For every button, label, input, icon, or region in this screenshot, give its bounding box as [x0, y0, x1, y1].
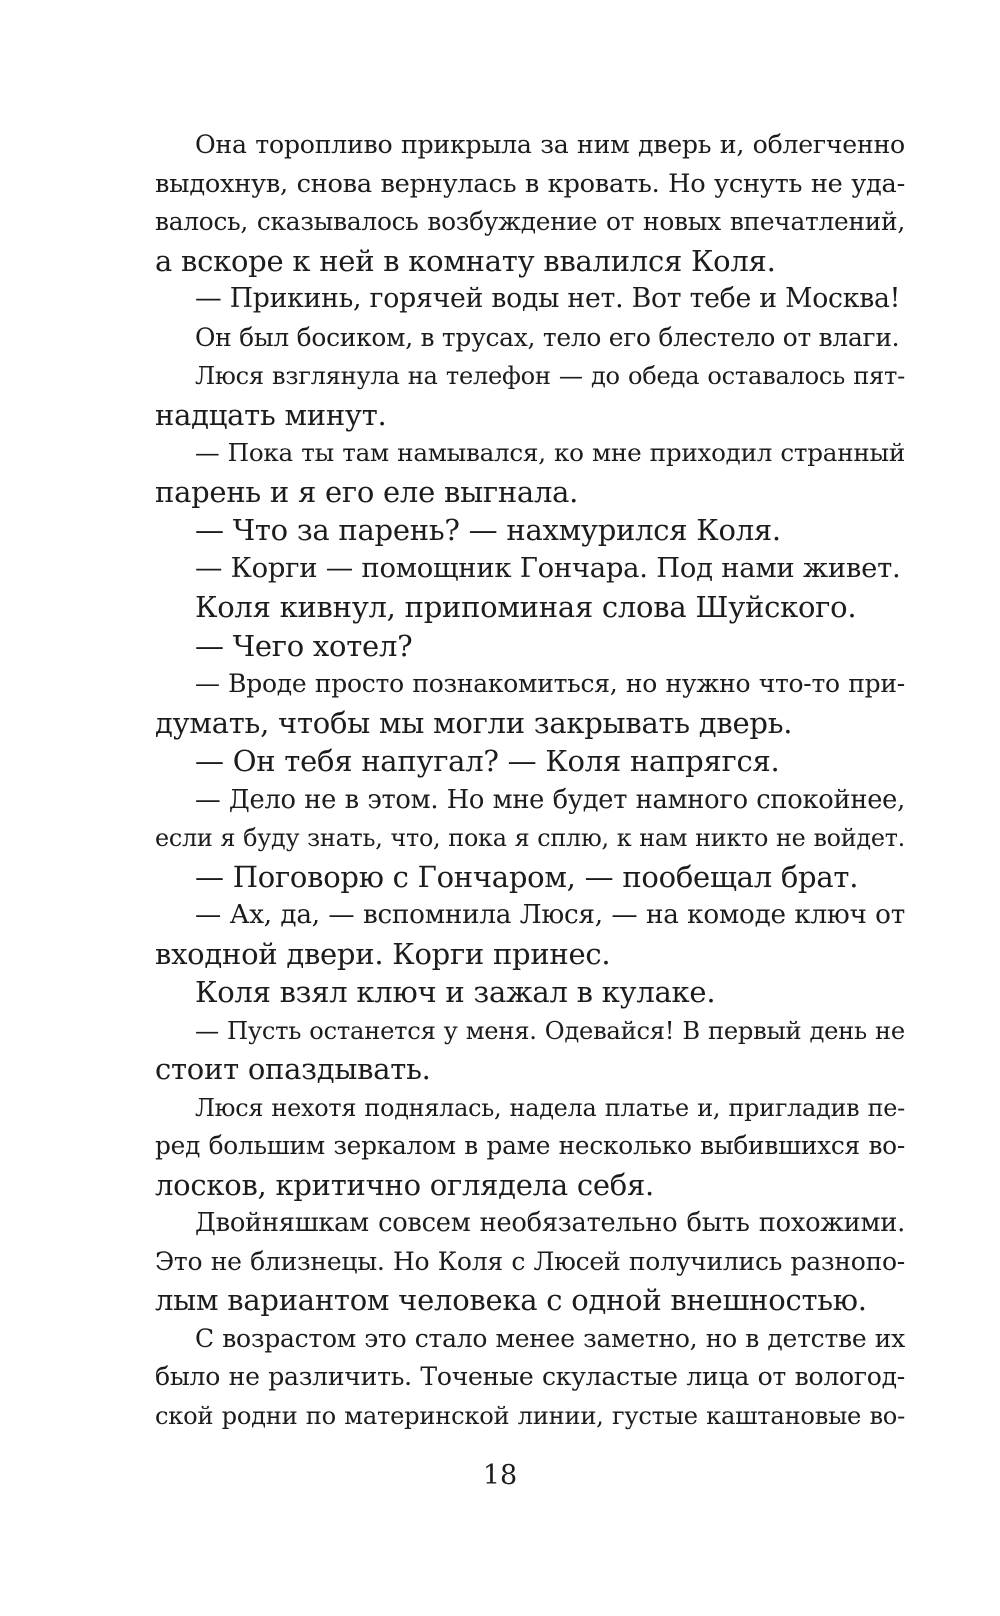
text-line: лым вариантом человека с одной внешностью.	[155, 1283, 867, 1317]
text-line: если я буду знать, что, пока я сплю, к нам никто не войдет.	[155, 824, 905, 852]
text-line: — Корги — помощник Гончара. Под нами живет.	[195, 552, 901, 584]
text-line: надцать минут.	[155, 397, 387, 432]
page-number: 18	[482, 1460, 518, 1491]
text-line: выдохнув, снова вернулась в кровать. Но уснуть не уда-	[155, 168, 905, 199]
text-line: ред большим зеркалом в раме несколько выбившихся во-	[155, 1131, 905, 1160]
text-line: парень и я его еле выгнала.	[155, 474, 579, 509]
text-line: — Чего хотел?	[195, 628, 413, 663]
body-text	[155, 126, 905, 1435]
text-line: — Что за парень? — нахмурился Коля.	[195, 513, 781, 547]
text-line: — Прикинь, горячей воды нет. Вот тебе и Москва!	[195, 283, 901, 314]
text-line: входной двери. Корги принес.	[155, 936, 611, 971]
text-line: лосков, критично оглядела себя.	[155, 1167, 654, 1202]
text-line: а вскоре к ней в комнату ввалился Коля.	[155, 243, 776, 278]
text-line: — Пусть останется у меня. Одевайся! В первый день не	[195, 1016, 905, 1045]
text-line: валось, сказывалось возбуждение от новых впечатлений,	[155, 207, 905, 236]
text-line: ской родни по материнской линии, густые каштановые во-	[155, 1401, 905, 1430]
text-line: С возрастом это стало менее заметно, но в детстве их	[195, 1323, 905, 1353]
text-line: — Ах, да, — вспомнила Люся, — на комоде ключ от	[195, 900, 905, 930]
text-line: думать, чтобы мы могли закрывать дверь.	[155, 705, 793, 740]
text-line: стоит опаздывать.	[155, 1052, 431, 1086]
text-line: было не различить. Точеные скуластые лица от вологод-	[155, 1362, 905, 1391]
text-line: Люся взглянула на телефон — до обеда оставалось пят-	[195, 362, 905, 390]
text-line: — Он тебя напугал? — Коля напрягся.	[195, 744, 780, 778]
text-line: Двойняшкам совсем необязательно быть похожими.	[195, 1208, 905, 1238]
text-line: — Пока ты там намывался, ко мне приходил странный	[195, 438, 905, 467]
text-line: Это не близнецы. Но Коля с Люсей получились разнопо-	[155, 1246, 905, 1276]
text-line: Коля взял ключ и зажал в кулаке.	[195, 975, 716, 1009]
text-line: Он был босиком, в трусах, тело его блестело от влаги.	[195, 322, 900, 352]
text-line: — Вроде просто познакомиться, но нужно что-то при-	[195, 669, 905, 698]
text-line: Коля кивнул, припоминая слова Шуйского.	[195, 590, 857, 624]
text-line: Люся нехотя поднялась, надела платье и, пригладив пе-	[195, 1093, 905, 1122]
text-line: Она торопливо прикрыла за ним дверь и, облегченно	[195, 130, 905, 159]
text-line: — Поговорю с Гончаром, — пообещал брат.	[195, 859, 859, 894]
text-line: — Дело не в этом. Но мне будет намного спокойнее,	[195, 784, 905, 815]
